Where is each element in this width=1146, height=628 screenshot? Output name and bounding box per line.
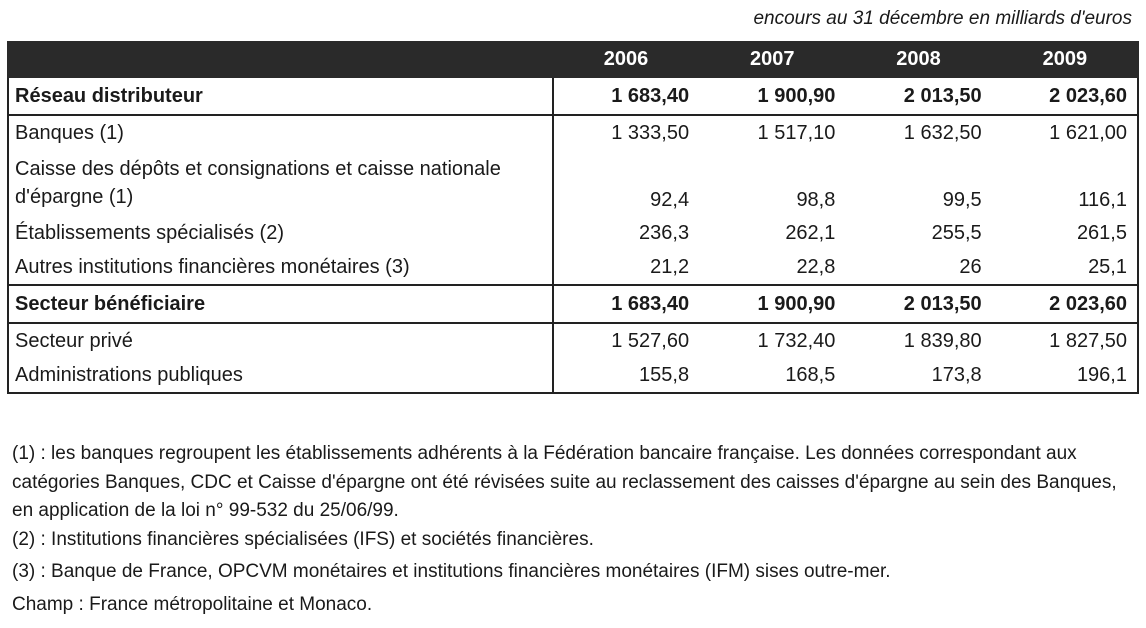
table-row bbox=[8, 323, 1138, 358]
cell-value: 262,1 bbox=[785, 221, 836, 244]
year-header: 2009 bbox=[992, 42, 1138, 77]
cell-value: 26 bbox=[959, 255, 982, 278]
cell-value: 1 900,90 bbox=[699, 77, 845, 115]
unit-note: encours au 31 décembre en milliards d'euros bbox=[753, 8, 1132, 29]
cell-value: 1 900,90 bbox=[699, 285, 845, 323]
group-row-reseau bbox=[8, 77, 1138, 115]
row-label: Banques (1) bbox=[8, 115, 553, 150]
cell-value: 1 527,60 bbox=[611, 329, 690, 352]
cell-value: 1 517,10 bbox=[757, 121, 836, 144]
data-table bbox=[7, 41, 1139, 394]
cell-value: 98,8 bbox=[796, 189, 836, 211]
cell-value: 99,5 bbox=[942, 189, 982, 211]
cell-value: 116,1 bbox=[992, 150, 1138, 216]
table-row bbox=[8, 150, 1138, 216]
cell-value: 1 333,50 bbox=[611, 121, 690, 144]
table-row bbox=[8, 358, 1138, 393]
table-row bbox=[8, 250, 1138, 285]
cell-value: 255,5 bbox=[931, 221, 982, 244]
footnote-2: (2) : Institutions financières spécialisées (IFS) et sociétés financières. bbox=[12, 528, 594, 550]
header-label-cell bbox=[8, 42, 553, 77]
cell-value: 92,4 bbox=[650, 189, 690, 211]
table-row bbox=[8, 216, 1138, 250]
cell-value: 261,5 bbox=[992, 216, 1138, 250]
footnote-3: (3) : Banque de France, OPCVM monétaires et institutions financières monétaires (IFM) sises outre-mer. bbox=[12, 561, 891, 582]
year-header: 2007 bbox=[699, 42, 845, 77]
row-label: Administrations publiques bbox=[8, 358, 553, 393]
row-label: Caisse des dépôts et consignations et caisse nationale d'épargne (1) bbox=[8, 150, 553, 216]
cell-value: 1 683,40 bbox=[553, 285, 699, 323]
year-header: 2006 bbox=[553, 42, 699, 77]
cell-value: 155,8 bbox=[553, 358, 699, 393]
cell-value: 1 839,80 bbox=[903, 329, 982, 352]
cell-value: 2 023,60 bbox=[992, 285, 1138, 323]
row-label: Secteur bénéficiaire bbox=[8, 285, 553, 323]
cell-value: 21,2 bbox=[650, 255, 690, 278]
group-row-secteur bbox=[8, 285, 1138, 323]
cell-value: 173,8 bbox=[845, 358, 991, 393]
year-header: 2008 bbox=[845, 42, 991, 77]
cell-value: 22,8 bbox=[796, 255, 836, 278]
cell-value: 1 827,50 bbox=[992, 323, 1138, 358]
footnotes bbox=[12, 440, 1142, 619]
footnote-1: (1) : les banques regroupent les établissements adhérents à la Fédération bancaire française. Les données correspondant aux catégories Banques, CDC et Caisse d'épargne ont été révisées suite au reclassement des caisses d'épargne au sein des Banques, en application de la loi n° 99-532 du 25/06/99. bbox=[12, 443, 1117, 521]
row-label: Secteur privé bbox=[8, 323, 553, 358]
cell-value: 236,3 bbox=[639, 221, 690, 244]
cell-value: 1 632,50 bbox=[903, 121, 982, 144]
row-label: Autres institutions financières monétaires (3) bbox=[8, 250, 553, 285]
cell-value: 2 023,60 bbox=[992, 77, 1138, 115]
cell-value: 1 683,40 bbox=[553, 77, 699, 115]
table-row bbox=[8, 115, 1138, 150]
cell-value: 1 732,40 bbox=[757, 329, 836, 352]
cell-value: 2 013,50 bbox=[845, 285, 991, 323]
row-label: Établissements spécialisés (2) bbox=[8, 216, 553, 250]
row-label: Réseau distributeur bbox=[8, 77, 553, 115]
cell-value: 25,1 bbox=[992, 250, 1138, 285]
header-row bbox=[8, 42, 1138, 77]
cell-value: 1 621,00 bbox=[992, 115, 1138, 150]
cell-value: 168,5 bbox=[699, 358, 845, 393]
cell-value: 196,1 bbox=[992, 358, 1138, 393]
cell-value: 2 013,50 bbox=[845, 77, 991, 115]
footnote-champ: Champ : France métropolitaine et Monaco. bbox=[12, 593, 373, 615]
